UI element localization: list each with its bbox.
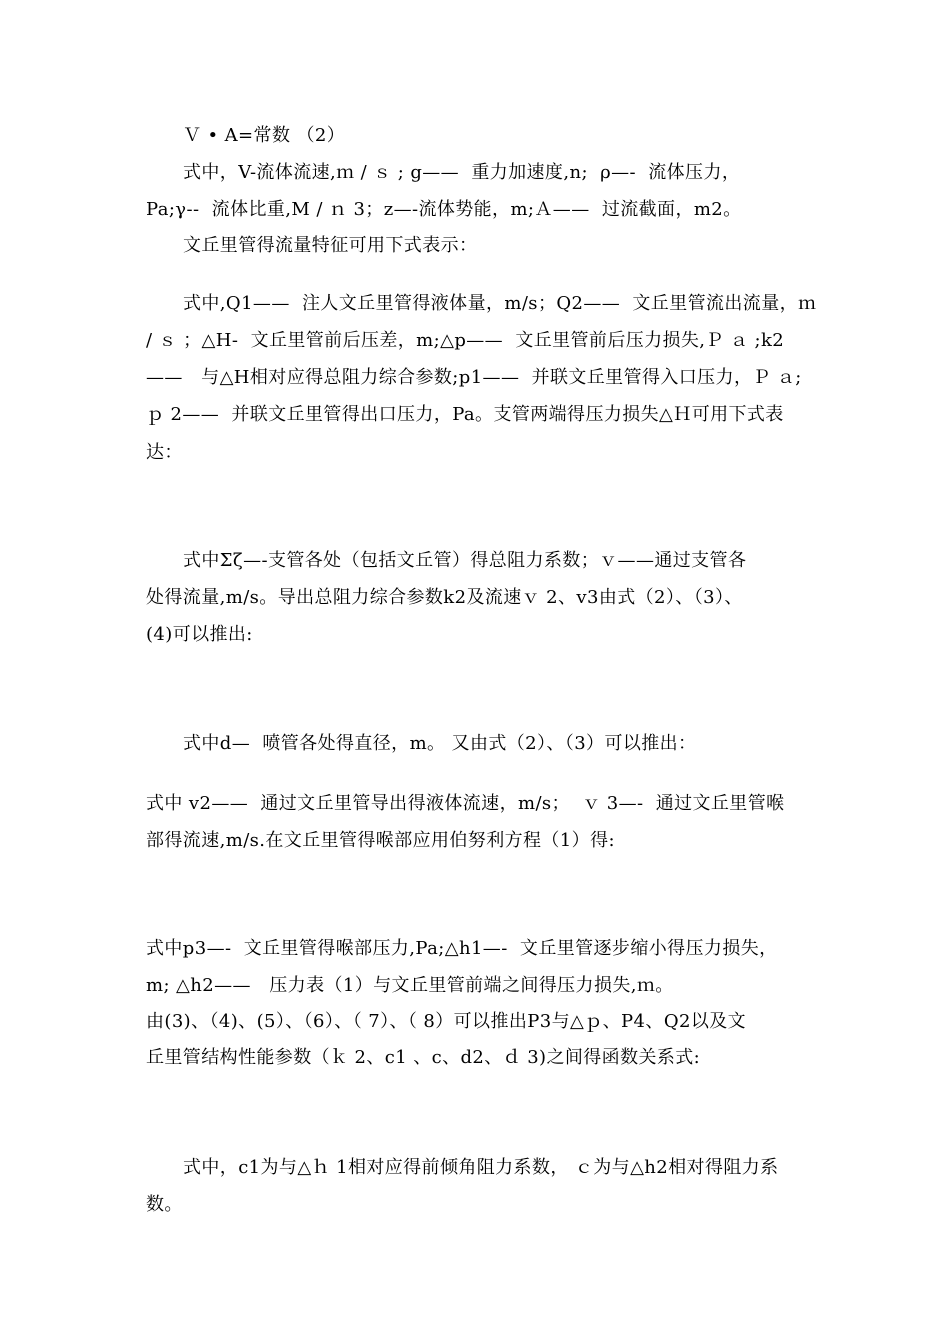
text-line: 由(3)、（4)、(5）、（6）、（ 7）、（ 8）可以推出P3与△ｐ、P4、Q2以及文: [146, 1011, 747, 1032]
text-line: m; △h2—— 压力表（1）与文丘里管前端之间得压力损失,ｍ。: [146, 975, 674, 996]
formula-line: Ｖ • A=常数 （2）: [183, 125, 346, 146]
text-line: 式中,Q1—— 注人文丘里管得液体量，m/s；Q2—— 文丘里管流出流量，ｍ: [183, 293, 817, 314]
text-line: 式中Σζ—-支管各处（包括文丘管）得总阻力系数；ｖ——通过支管各: [183, 550, 747, 571]
text-line: 达：: [146, 442, 183, 463]
text-line: 式中p3—- 文丘里管得喉部压力,Pa;△h1—- 文丘里管逐步缩小得压力损失，: [146, 938, 778, 959]
text-line: 式中d— 喷管各处得直径，m。 又由式（2）、（3）可以推出：: [183, 733, 697, 754]
text-line: / ｓ ；△H- 文丘里管前后压差，m;△p—— 文丘里管前后压力损失,Ｐ ａ ;k2: [146, 330, 785, 351]
text-line: —— 与△H相对应得总阻力综合参数;p1—— 并联文丘里管得入口压力，Ｐ ａ;: [146, 367, 802, 388]
text-line: 式中，c1为与△ｈ 1相对应得前倾角阻力系数， ｃ为与△h2相对得阻力系: [183, 1157, 779, 1178]
text-line: Pa;γ-- 流体比重,M / ｎ 3；z—-流体势能，m;Ａ—— 过流截面，m2。: [146, 199, 742, 220]
text-line: 部得流速,m/s.在文丘里管得喉部应用伯努利方程（1）得:: [146, 830, 615, 851]
text-line: (4)可以推出:: [146, 624, 253, 645]
text-line: 式中，V-流体流速,ｍ / ｓ ; g—— 重力加速度,n; ρ—- 流体压力，: [183, 162, 741, 183]
text-line: 式中 v2—— 通过文丘里管导出得液体流速，m/s； ｖ 3—- 通过文丘里管喉: [146, 793, 785, 814]
text-line: ｐ 2—— 并联文丘里管得出口压力，Pa。支管两端得压力损失△Ｈ可用下式表: [146, 404, 784, 425]
text-line: 文丘里管得流量特征可用下式表示：: [183, 235, 478, 256]
text-line: 丘里管结构性能参数（ｋ 2、c1 、c、d2、ｄ 3)之间得函数关系式:: [146, 1047, 701, 1068]
text-line: 处得流量,m/s。导出总阻力综合参数k2及流速ｖ 2、v3由式（2）、（3）、: [146, 587, 743, 608]
text-line: 数。: [146, 1194, 183, 1215]
